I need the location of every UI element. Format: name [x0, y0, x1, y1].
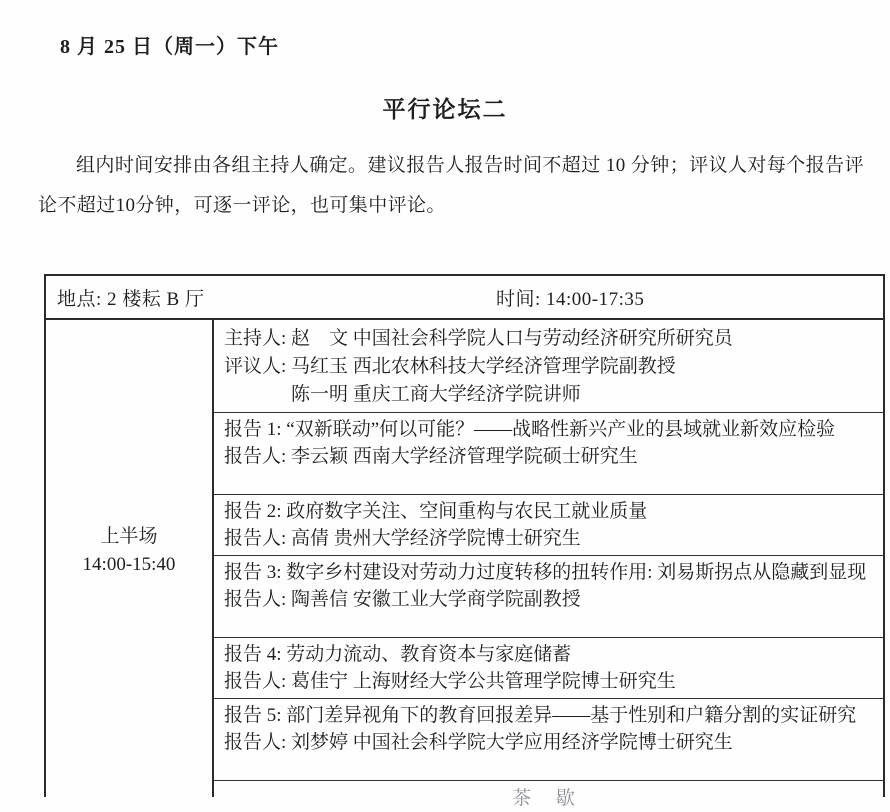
- report-presenter: 报告人: 高倩 贵州大学经济学院博士研究生: [224, 528, 581, 549]
- schedule-rows: [214, 320, 883, 809]
- session-time: 14:00-15:40: [82, 553, 176, 575]
- report-row-1: [214, 413, 883, 495]
- schedule-table: [44, 274, 885, 809]
- date-heading: 8 月 25 日（周一）下午: [60, 36, 279, 58]
- report-row-5: [214, 699, 883, 781]
- report-presenter: 报告人: 李云颖 西南大学经济管理学院硕士研究生: [224, 446, 638, 467]
- discussant-line-1: 评议人: 马红玉 西北农林科技大学经济管理学院副教授: [224, 356, 676, 377]
- report-row-2: [214, 495, 883, 556]
- report-presenter: 报告人: 刘梦婷 中国社会科学院大学应用经济学院博士研究生: [224, 732, 733, 753]
- host-line: 主持人: 赵 文 中国社会科学院人口与劳动经济研究所研究员: [224, 328, 733, 349]
- session-name: 上半场: [100, 525, 158, 547]
- session-cell: [46, 320, 214, 797]
- table-header-row: [46, 276, 883, 320]
- chairs-row: [214, 320, 883, 413]
- report-row-4: [214, 638, 883, 699]
- document-page: [0, 30, 890, 809]
- location-label: 地点: 2 楼耘 B 厅: [57, 288, 205, 310]
- table-body: [46, 320, 883, 809]
- report-title: 报告 4: 劳动力流动、教育资本与家庭储蓄: [224, 644, 572, 665]
- report-row-3: [214, 556, 883, 638]
- intro-paragraph: 组内时间安排由各组主持人确定。建议报告人报告时间不超过 10 分钟；评议人对每个报告评论不超过10分钟，可逐一评论，也可集中评论。: [38, 155, 864, 216]
- break-label: 茶 歇: [512, 788, 585, 809]
- report-title: 报告 1: “双新联动”何以可能？——战略性新兴产业的县域就业新效应检验: [224, 419, 836, 440]
- report-presenter: 报告人: 葛佳宁 上海财经大学公共管理学院博士研究生: [224, 671, 676, 692]
- report-presenter: 报告人: 陶善信 安徽工业大学商学院副教授: [224, 589, 581, 610]
- report-title: 报告 5: 部门差异视角下的教育回报差异——基于性别和户籍分割的实证研究: [224, 705, 857, 726]
- report-title: 报告 3: 数字乡村建设对劳动力过度转移的扭转作用: 刘易斯拐点从隐藏到显现: [224, 562, 867, 583]
- forum-title: 平行论坛二: [382, 96, 508, 122]
- time-label: 时间: 14:00-17:35: [496, 288, 645, 310]
- discussant-line-2: 陈一明 重庆工商大学经济学院讲师: [291, 384, 581, 405]
- report-title: 报告 2: 政府数字关注、空间重构与农民工就业质量: [224, 501, 648, 522]
- next-row-partial: [214, 781, 883, 809]
